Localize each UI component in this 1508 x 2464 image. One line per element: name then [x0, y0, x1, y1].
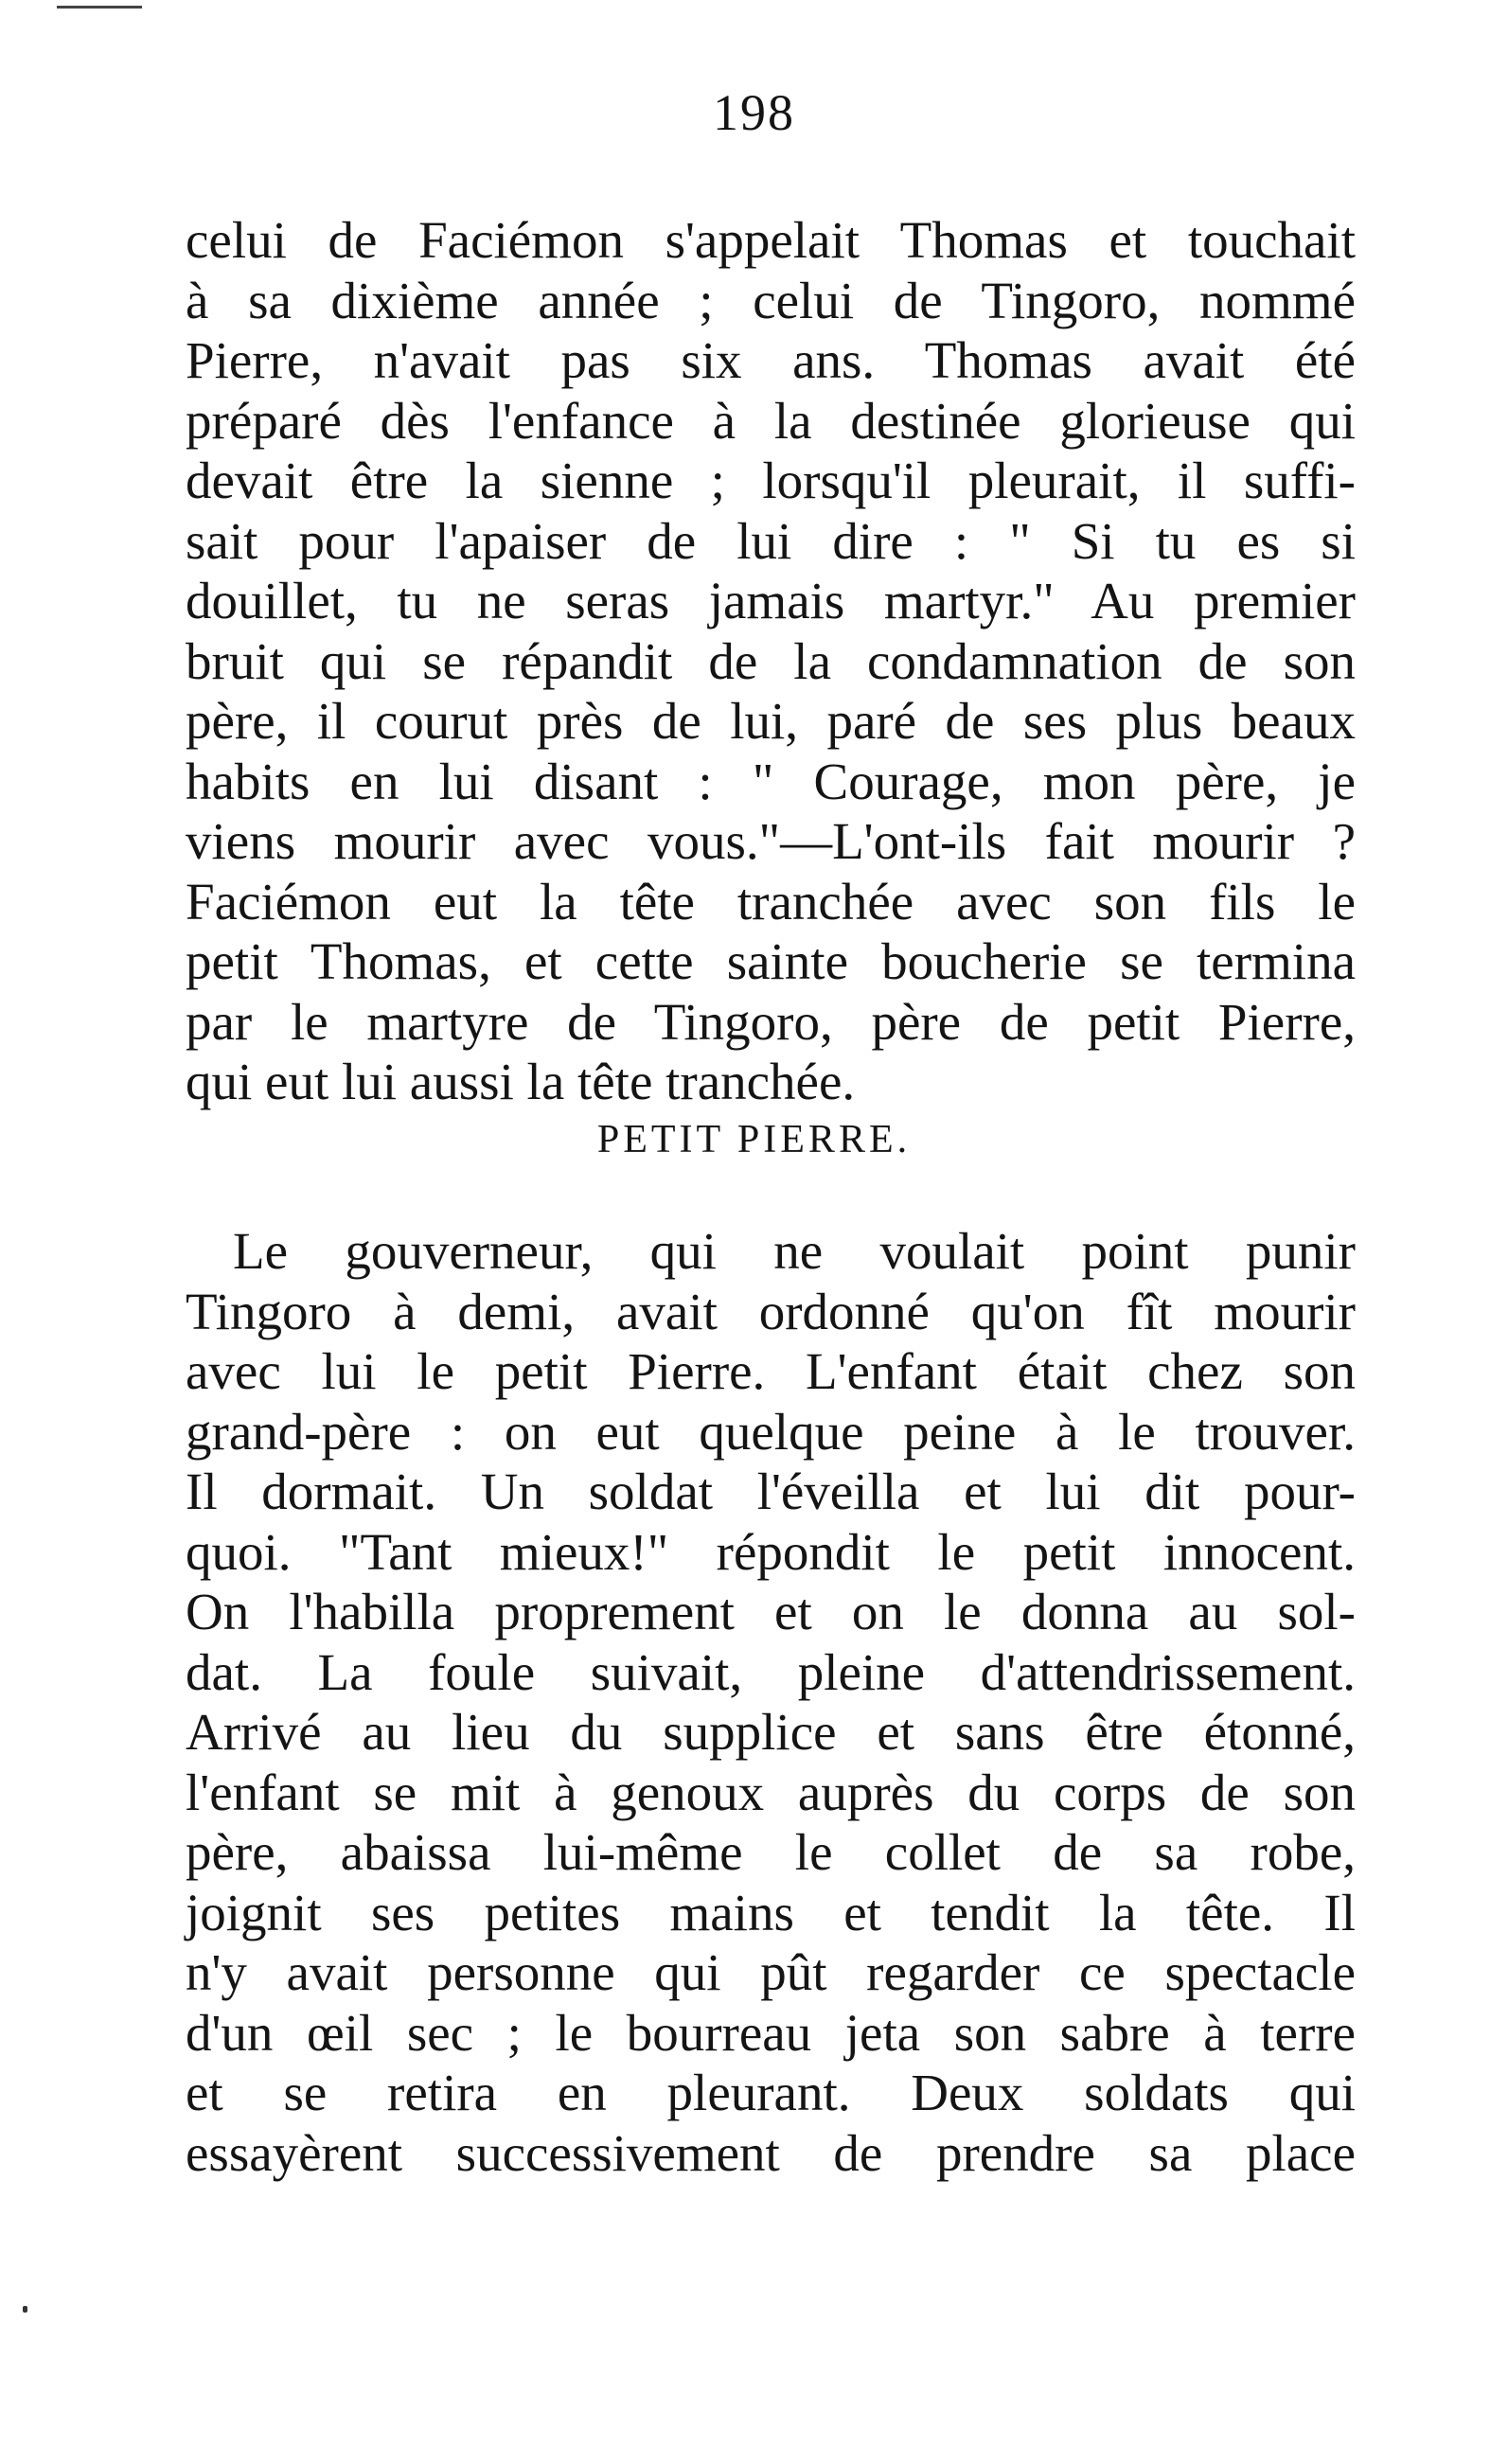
- top-edge-mark: [57, 6, 142, 9]
- text-line: quoi. "Tant mieux!" répondit le petit innocent.: [186, 1522, 1356, 1581]
- text-line: l'enfant se mit à genoux auprès du corps de son: [186, 1763, 1356, 1821]
- text-line: préparé dès l'enfance à la destinée glorieuse qui: [186, 391, 1356, 450]
- page-number: 198: [713, 84, 795, 141]
- text-line: avec lui le petit Pierre. L'enfant était chez son: [186, 1342, 1356, 1400]
- text-line: bruit qui se répandit de la condamnation de son: [186, 631, 1356, 690]
- text-line: grand-père : on eut quelque peine à le trouver.: [186, 1402, 1356, 1461]
- text-line: Faciémon eut la tête tranchée avec son fils le: [186, 872, 1356, 931]
- text-line: Il dormait. Un soldat l'éveilla et lui dit pour-: [186, 1462, 1356, 1520]
- text-line: père, abaissa lui-même le collet de sa robe,: [186, 1823, 1356, 1881]
- text-line: d'un œil sec ; le bourreau jeta son sabre à terre: [186, 2003, 1356, 2062]
- text-line: Arrivé au lieu du supplice et sans être étonné,: [186, 1703, 1356, 1761]
- paragraph-two: [186, 1221, 1356, 2183]
- text-line: à sa dixième année ; celui de Tingoro, nommé: [186, 271, 1356, 329]
- text-line: père, il courut près de lui, paré de ses plus beaux: [186, 692, 1356, 750]
- text-line: On l'habilla proprement et on le donna au sol-: [186, 1583, 1356, 1640]
- text-line: habits en lui disant : " Courage, mon père, je: [186, 752, 1356, 810]
- paragraph-one: [186, 210, 1356, 1112]
- text-line: devait être la sienne ; lorsqu'il pleurait, il suffi-: [186, 452, 1356, 509]
- text-line: Le gouverneur, qui ne voulait point punir: [233, 1222, 1356, 1280]
- ink-speck: [23, 2306, 27, 2313]
- section-heading: PETIT PIERRE.: [596, 1118, 912, 1161]
- text-line: viens mourir avec vous."—L'ont-ils fait mourir ?: [186, 812, 1356, 870]
- text-line: n'y avait personne qui pût regarder ce spectacle: [186, 1943, 1356, 2001]
- text-line: celui de Faciémon s'appelait Thomas et touchait: [186, 211, 1356, 269]
- text-line: qui eut lui aussi la tête tranchée.: [186, 1053, 856, 1110]
- text-line: sait pour l'apaiser de lui dire : " Si tu es si: [186, 511, 1356, 570]
- text-line: joignit ses petites mains et tendit la tête. Il: [186, 1883, 1356, 1941]
- text-line: Pierre, n'avait pas six ans. Thomas avait été: [186, 331, 1356, 389]
- text-line: Tingoro à demi, avait ordonné qu'on fît mourir: [186, 1282, 1356, 1340]
- text-line: essayèrent successivement de prendre sa place: [186, 2123, 1356, 2182]
- text-line: douillet, tu ne seras jamais martyr." Au premier: [186, 572, 1356, 629]
- text-line: dat. La foule suivait, pleine d'attendrissement.: [186, 1642, 1356, 1701]
- text-line: petit Thomas, et cette sainte boucherie se termina: [186, 932, 1356, 990]
- text-line: par le martyre de Tingoro, père de petit Pierre,: [186, 992, 1356, 1051]
- text-line: et se retira en pleurant. Deux soldats qui: [186, 2064, 1356, 2121]
